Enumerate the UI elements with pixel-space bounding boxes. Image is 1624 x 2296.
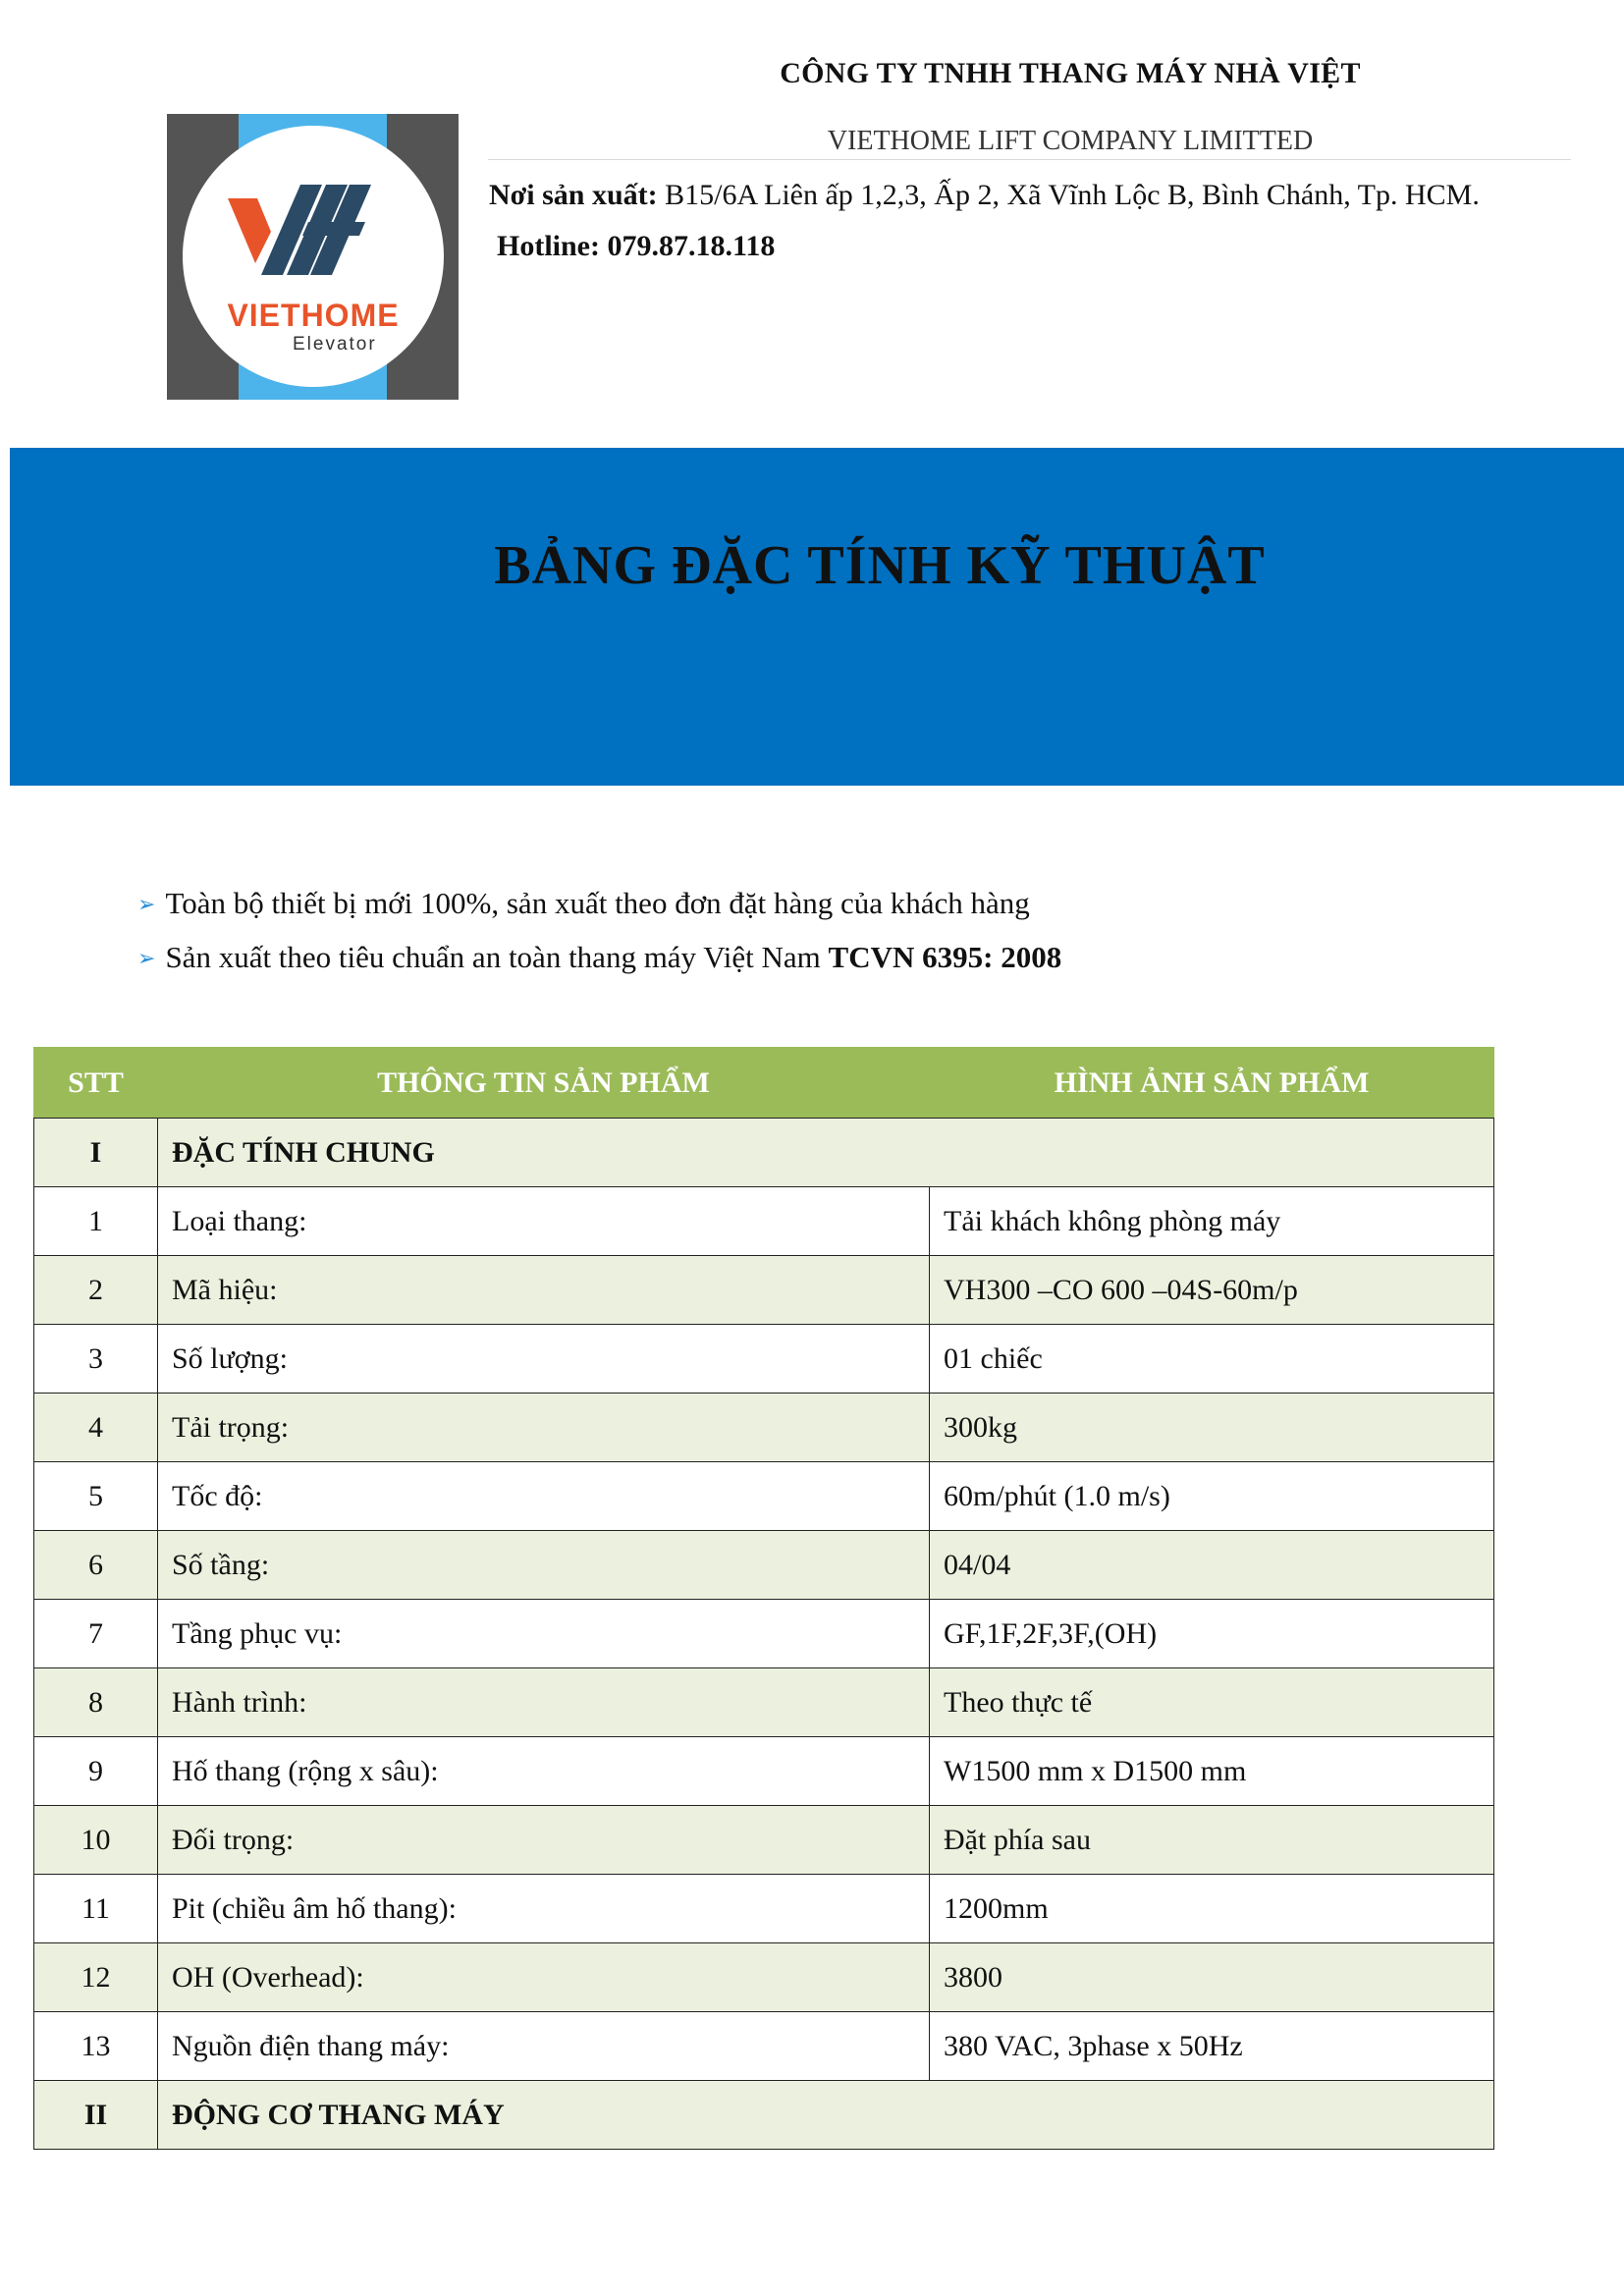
address-label: Nơi sản xuất: bbox=[489, 179, 658, 211]
row-number: 8 bbox=[34, 1668, 158, 1737]
table-row bbox=[34, 1806, 1494, 1875]
company-name-en: VIETHOME LIFT COMPANY LIMITTED bbox=[827, 126, 1314, 156]
spec-label: Tốc độ: bbox=[158, 1462, 930, 1531]
arrow-bullet-icon: ➢ bbox=[137, 947, 156, 971]
spec-value: Tải khách không phòng máy bbox=[930, 1187, 1494, 1256]
table-header-row bbox=[34, 1048, 1494, 1119]
table-body bbox=[34, 1119, 1494, 2150]
table-row bbox=[34, 1187, 1494, 1256]
row-number: 3 bbox=[34, 1325, 158, 1394]
company-logo bbox=[167, 114, 459, 400]
spec-label: Đối trọng: bbox=[158, 1806, 930, 1875]
table-row bbox=[34, 1943, 1494, 2012]
logo-subtitle: Elevator bbox=[293, 334, 377, 355]
row-number: 9 bbox=[34, 1737, 158, 1806]
spec-label: Pit (chiều âm hố thang): bbox=[158, 1875, 930, 1943]
table-row bbox=[34, 1668, 1494, 1737]
table-row bbox=[34, 1462, 1494, 1531]
spec-value: 1200mm bbox=[930, 1875, 1494, 1943]
bullet-item bbox=[137, 934, 1061, 988]
section-title: ĐỘNG CƠ THANG MÁY bbox=[158, 2081, 1494, 2150]
table-row bbox=[34, 1256, 1494, 1325]
hotline: Hotline: 079.87.18.118 bbox=[497, 230, 776, 262]
spec-value: 04/04 bbox=[930, 1531, 1494, 1600]
table-row bbox=[34, 1600, 1494, 1668]
bullet-list bbox=[137, 880, 1061, 988]
logo-circle bbox=[183, 126, 444, 387]
vh-logo-icon bbox=[228, 185, 405, 293]
spec-label: Mã hiệu: bbox=[158, 1256, 930, 1325]
section-title: ĐẶC TÍNH CHUNG bbox=[158, 1119, 1494, 1187]
logo-brand: VIETHOME bbox=[227, 298, 400, 333]
spec-value: GF,1F,2F,3F,(OH) bbox=[930, 1600, 1494, 1668]
section-row bbox=[34, 2081, 1494, 2150]
spec-label: Số tầng: bbox=[158, 1531, 930, 1600]
header-divider bbox=[488, 159, 1571, 160]
table-row bbox=[34, 1531, 1494, 1600]
spec-value: Theo thực tế bbox=[930, 1668, 1494, 1737]
row-number: 4 bbox=[34, 1394, 158, 1462]
spec-value: 300kg bbox=[930, 1394, 1494, 1462]
table-row bbox=[34, 1737, 1494, 1806]
address-text: B15/6A Liên ấp 1,2,3, Ấp 2, Xã Vĩnh Lộc B, Bình Chánh, Tp. HCM. bbox=[657, 179, 1480, 211]
arrow-bullet-icon: ➢ bbox=[137, 893, 156, 917]
row-number: 13 bbox=[34, 2012, 158, 2081]
table-row bbox=[34, 1394, 1494, 1462]
section-row bbox=[34, 1119, 1494, 1187]
spec-value: 380 VAC, 3phase x 50Hz bbox=[930, 2012, 1494, 2081]
row-number: 7 bbox=[34, 1600, 158, 1668]
company-name: CÔNG TY TNHH THANG MÁY NHÀ VIỆT bbox=[780, 57, 1361, 89]
column-header-image: HÌNH ẢNH SẢN PHẨM bbox=[930, 1048, 1494, 1119]
spec-label: Tải trọng: bbox=[158, 1394, 930, 1462]
spec-label: Hố thang (rộng x sâu): bbox=[158, 1737, 930, 1806]
spec-value: 3800 bbox=[930, 1943, 1494, 2012]
spec-value: VH300 –CO 600 –04S-60m/p bbox=[930, 1256, 1494, 1325]
spec-value: 01 chiếc bbox=[930, 1325, 1494, 1394]
spec-table bbox=[33, 1047, 1494, 2150]
bullet-item bbox=[137, 880, 1061, 934]
address-line bbox=[489, 179, 1480, 212]
row-number: 10 bbox=[34, 1806, 158, 1875]
spec-label: Loại thang: bbox=[158, 1187, 930, 1256]
row-number: 6 bbox=[34, 1531, 158, 1600]
bullet-text: Sản xuất theo tiêu chuẩn an toàn thang máy Việt Nam bbox=[165, 940, 829, 974]
spec-value: 60m/phút (1.0 m/s) bbox=[930, 1462, 1494, 1531]
row-number: II bbox=[34, 2081, 158, 2150]
row-number: I bbox=[34, 1119, 158, 1187]
spec-label: Số lượng: bbox=[158, 1325, 930, 1394]
row-number: 11 bbox=[34, 1875, 158, 1943]
column-header-info: THÔNG TIN SẢN PHẨM bbox=[158, 1048, 930, 1119]
standard-code: TCVN 6395: 2008 bbox=[828, 940, 1062, 974]
spec-value: W1500 mm x D1500 mm bbox=[930, 1737, 1494, 1806]
page-title: BẢNG ĐẶC TÍNH KỸ THUẬT bbox=[494, 535, 1266, 596]
spec-value: Đặt phía sau bbox=[930, 1806, 1494, 1875]
spec-label: Hành trình: bbox=[158, 1668, 930, 1737]
table-row bbox=[34, 1875, 1494, 1943]
table-row bbox=[34, 2012, 1494, 2081]
row-number: 12 bbox=[34, 1943, 158, 2012]
bullet-text: Toàn bộ thiết bị mới 100%, sản xuất theo đơn đặt hàng của khách hàng bbox=[165, 886, 1030, 920]
row-number: 2 bbox=[34, 1256, 158, 1325]
row-number: 5 bbox=[34, 1462, 158, 1531]
spec-label: OH (Overhead): bbox=[158, 1943, 930, 2012]
spec-label: Tầng phục vụ: bbox=[158, 1600, 930, 1668]
table-row bbox=[34, 1325, 1494, 1394]
row-number: 1 bbox=[34, 1187, 158, 1256]
column-header-stt: STT bbox=[34, 1048, 158, 1119]
title-banner bbox=[10, 448, 1624, 786]
spec-label: Nguồn điện thang máy: bbox=[158, 2012, 930, 2081]
